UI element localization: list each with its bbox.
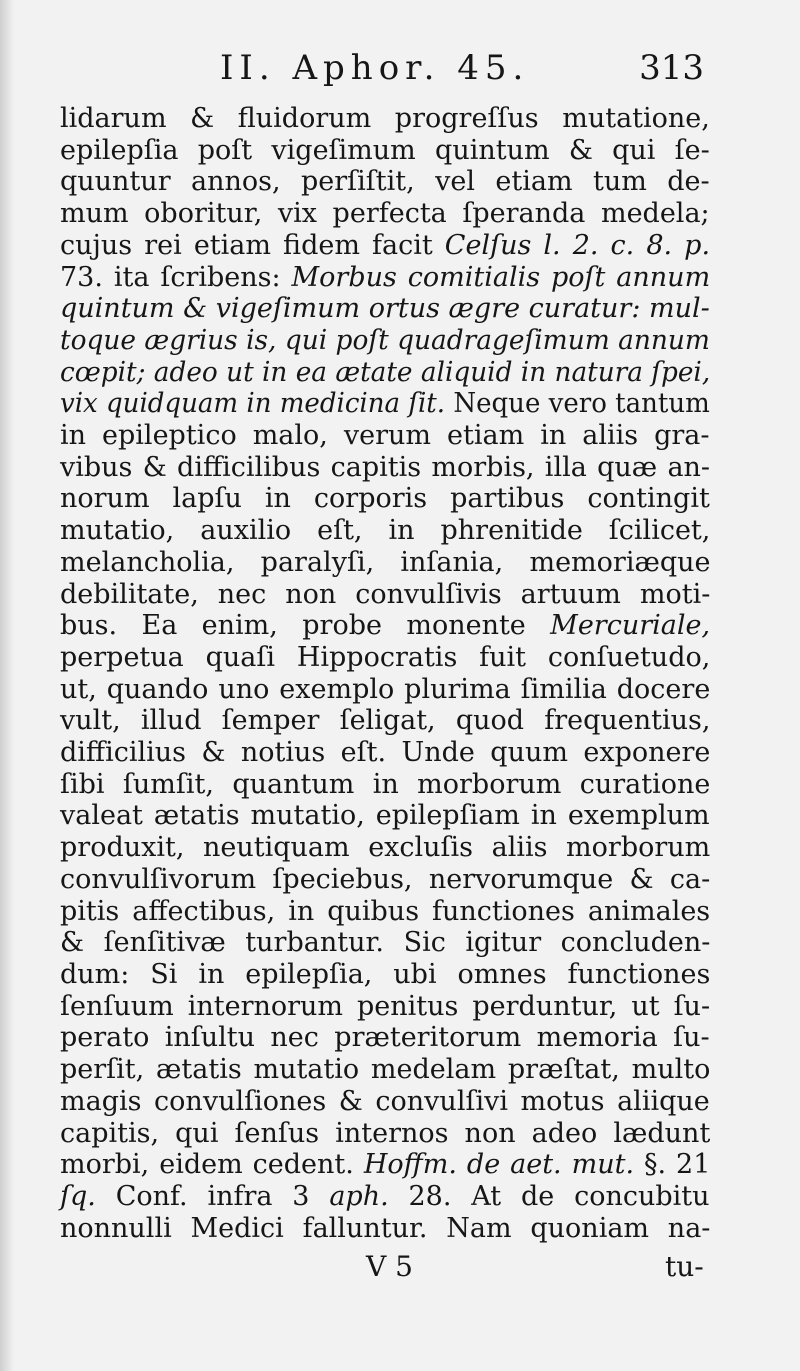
roman-span: difficilius & notius eſt. Unde quum exponere — [60, 737, 711, 769]
text-line — [60, 293, 710, 325]
text-line — [60, 420, 710, 452]
text-line — [60, 769, 710, 801]
text-line — [60, 642, 710, 674]
text-line — [60, 832, 710, 864]
roman-span: & ſenſitivæ turbantur. Sic igitur concluden- — [60, 927, 711, 959]
italic-span: aph. — [329, 1180, 389, 1212]
text-line — [60, 1054, 710, 1086]
text-line — [60, 1086, 710, 1118]
running-head-title: II. Aphor. 45. — [220, 48, 530, 88]
text-line — [60, 959, 710, 991]
roman-span: dum: Si in epilepſia, ubi omnes functiones — [60, 958, 711, 990]
text-line — [60, 896, 710, 928]
roman-span: vibus & difficilibus capitis morbis, illa quæ an- — [60, 451, 711, 483]
roman-span: nonnulli Medici falluntur. Nam quoniam na- — [60, 1212, 711, 1244]
roman-span: norum lapſu in corporis partibus contingit — [60, 483, 710, 515]
roman-span: vult, illud ſemper ſeligat, quod frequentius, — [60, 705, 711, 737]
italic-span: Hoffm. de aet. mut. — [363, 1149, 635, 1181]
roman-span: valeat ætatis mutatio, epilepſiam in exemplum — [60, 800, 710, 832]
italic-span: Mercuriale, — [550, 610, 711, 642]
text-line — [60, 991, 710, 1023]
roman-span: perpetua quaſi Hippocratis fuit conſuetudo, — [60, 641, 711, 673]
roman-span: capitis, qui ſenſus internos non adeo lædunt — [60, 1117, 711, 1149]
roman-span: perato inſultu nec præteritorum memoria ſu- — [60, 1022, 710, 1054]
text-line — [60, 610, 710, 642]
text-line — [60, 230, 710, 262]
roman-span: cujus rei etiam fidem facit — [60, 229, 445, 261]
signature-mark: V 5 — [366, 1250, 413, 1283]
roman-span: in epileptico malo, verum etiam in aliis gra- — [60, 420, 710, 452]
text-line — [60, 483, 710, 515]
text-line — [60, 547, 710, 579]
roman-span: convulſivorum ſpeciebus, nervorumque & ca- — [60, 863, 711, 895]
page-number: 313 — [639, 48, 704, 88]
roman-span: epilepſia poſt vigeſimum quintum & qui ſe- — [60, 134, 710, 166]
text-line — [60, 1022, 710, 1054]
body-text — [60, 103, 710, 1244]
running-head — [0, 48, 800, 98]
text-line — [60, 800, 710, 832]
text-line — [60, 515, 710, 547]
roman-span: lidarum & fluidorum progreſſus mutatione, — [60, 103, 710, 134]
roman-span: quuntur annos, perſiſtit, vel etiam tum de- — [60, 166, 710, 198]
roman-span: ut, quando uno exemplo plurima ſimilia docere — [60, 673, 711, 705]
roman-span: §. 21 — [634, 1149, 711, 1181]
roman-span: mum oboritur, vix perfecta ſperanda medela; — [60, 198, 710, 230]
roman-span: perſit, ætatis mutatio medelam præſtat, multo — [60, 1054, 711, 1086]
text-line — [60, 737, 710, 769]
text-line — [60, 705, 710, 737]
catchword: tu- — [665, 1250, 704, 1283]
text-line — [60, 103, 710, 135]
text-line — [60, 325, 710, 357]
roman-span: produxit, neutiquam excluſis aliis morborum — [60, 832, 711, 864]
roman-span: mutatio, auxilio eſt, in phrenitide ſcilicet, — [60, 515, 711, 547]
text-line — [60, 1149, 710, 1181]
roman-span: melancholia, paralyſi, inſania, memoriæque — [60, 546, 711, 578]
roman-span: ſenſuum internorum penitus perduntur, ut ſu- — [60, 990, 711, 1022]
text-line — [60, 198, 710, 230]
italic-span: Celſus l. 2. c. 8. p. — [444, 229, 711, 261]
text-line — [60, 579, 710, 611]
text-line — [60, 864, 710, 896]
roman-span: Conf. infra 3 — [95, 1180, 330, 1212]
roman-span: bus. Ea enim, probe monente — [60, 610, 551, 642]
roman-span: 28. At de concubitu — [388, 1180, 710, 1212]
roman-span: Neque vero tantum — [445, 388, 710, 420]
roman-span: magis convulſiones & convulſivi motus aliique — [60, 1085, 710, 1117]
italic-span: Morbus comitialis poſt annum — [291, 261, 711, 293]
page-footer — [0, 1250, 800, 1290]
roman-span: 73. ita ſcribens: — [60, 261, 292, 293]
text-line — [60, 674, 710, 706]
text-line — [60, 357, 710, 389]
text-line — [60, 1181, 710, 1213]
italic-span: quintum & vigeſimum ortus ægre curatur: mul- — [60, 293, 710, 325]
text-line — [60, 1118, 710, 1150]
text-line — [60, 262, 710, 294]
italic-span: toque ægrius is, qui poſt quadrageſimum annum — [60, 324, 710, 356]
roman-span: ſibi ſumſit, quantum in morborum curatione — [60, 768, 711, 800]
roman-span: morbi, eidem cedent. — [60, 1149, 364, 1181]
text-line — [60, 166, 710, 198]
roman-span: debilitate, nec non convulſivis artuum moti- — [60, 578, 711, 610]
italic-span: cœpit; adeo ut in ea ætate aliquid in natura ſpei, — [60, 356, 711, 388]
text-line — [60, 388, 710, 420]
italic-span: vix quidquam in medicina ſit. — [60, 388, 446, 420]
text-line — [60, 927, 710, 959]
text-line — [60, 452, 710, 484]
text-line — [60, 135, 710, 167]
text-line — [60, 1213, 710, 1245]
roman-span: pitis affectibus, in quibus functiones animales — [60, 895, 711, 927]
italic-span: ſq. — [60, 1180, 96, 1212]
